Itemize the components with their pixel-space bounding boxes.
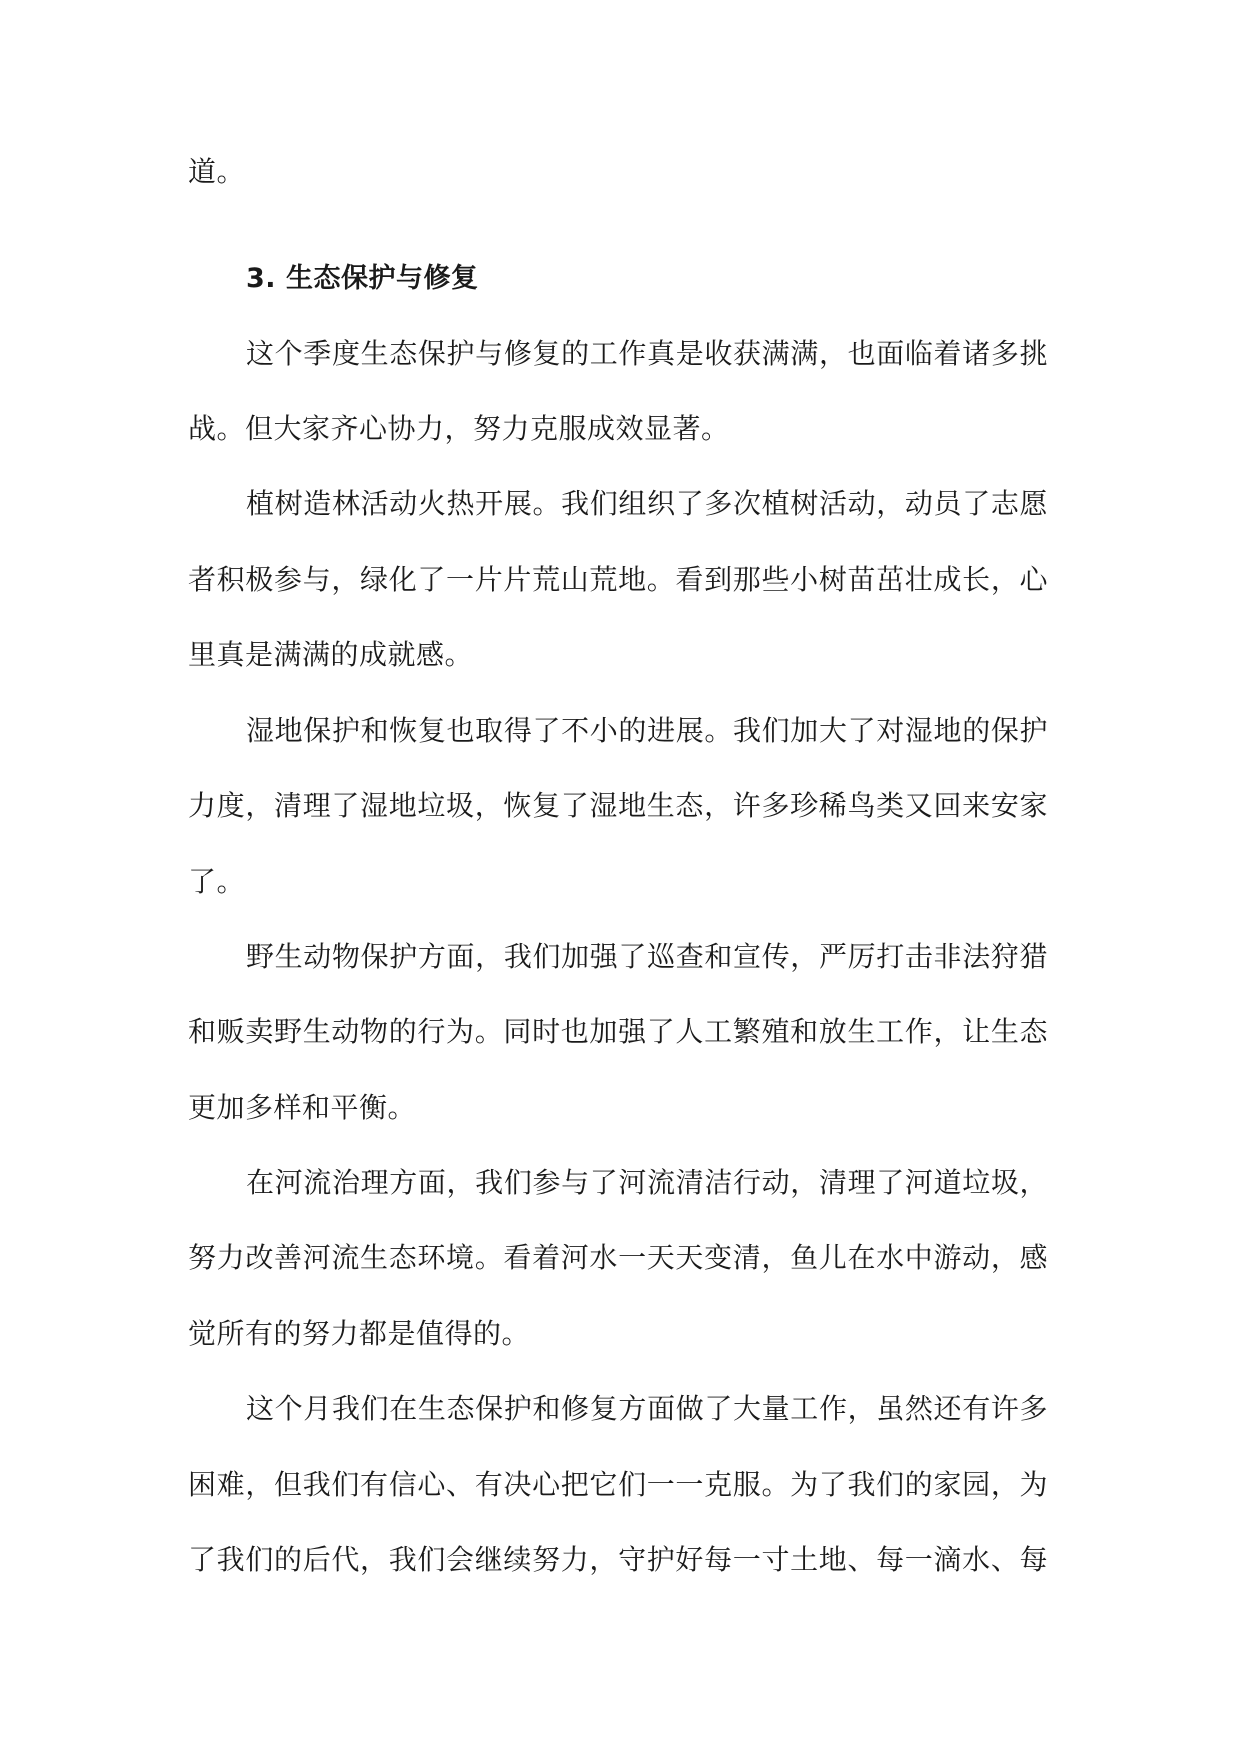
paragraph-line: 和贩卖野生动物的行为。同时也加强了人工繁殖和放生工作，让生态 [188,1015,1048,1048]
paragraph-line: 野生动物保护方面，我们加强了巡查和宣传，严厉打击非法狩猎 [246,940,1048,973]
paragraph-line: 里真是满满的成就感。 [188,638,474,671]
paragraph-line: 力度，清理了湿地垃圾，恢复了湿地生态，许多珍稀鸟类又回来安家 [188,789,1048,822]
section-heading: 3. 生态保护与修复 [246,263,479,294]
paragraph-line: 战。但大家齐心协力，努力克服成效显著。 [188,412,730,445]
paragraph-line: 者积极参与，绿化了一片片荒山荒地。看到那些小树苗茁壮成长，心 [188,563,1048,596]
paragraph-line: 困难，但我们有信心、有决心把它们一一克服。为了我们的家园，为 [188,1468,1048,1501]
paragraph-line: 这个季度生态保护与修复的工作真是收获满满，也面临着诸多挑 [246,337,1048,370]
paragraph-line: 在河流治理方面，我们参与了河流清洁行动，清理了河道垃圾， [246,1166,1048,1199]
paragraph-line: 植树造林活动火热开展。我们组织了多次植树活动，动员了志愿 [246,487,1048,520]
paragraph-line: 湿地保护和恢复也取得了不小的进展。我们加大了对湿地的保护 [246,714,1048,747]
paragraph-line: 这个月我们在生态保护和修复方面做了大量工作，虽然还有许多 [246,1392,1048,1425]
paragraph-line: 了。 [188,865,246,898]
continuation-text: 道。 [188,155,246,188]
paragraph-line: 努力改善河流生态环境。看着河水一天天变清，鱼儿在水中游动，感 [188,1241,1048,1274]
paragraph-line: 更加多样和平衡。 [188,1091,417,1124]
paragraph-line: 觉所有的努力都是值得的。 [188,1317,531,1350]
paragraph-line: 了我们的后代，我们会继续努力，守护好每一寸土地、每一滴水、每 [188,1543,1048,1576]
